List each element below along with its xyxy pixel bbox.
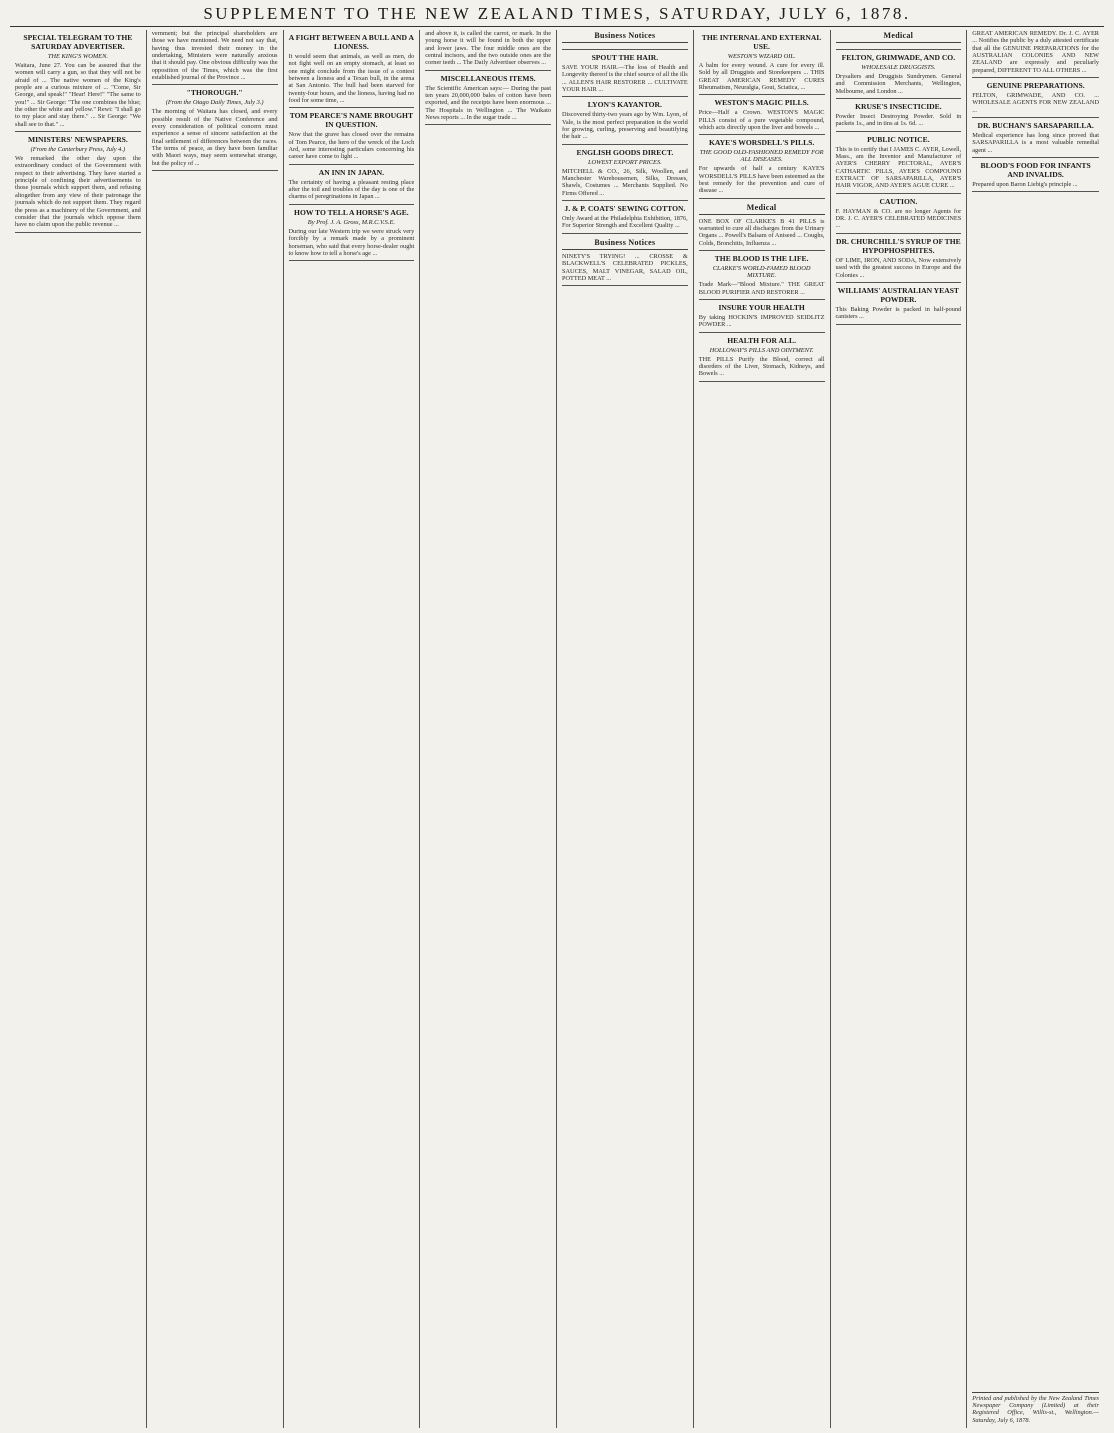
column-2 — [147, 30, 284, 1428]
article-heading: Business Notices — [562, 237, 688, 250]
article-heading: Medical — [699, 202, 825, 215]
article-heading: HEALTH FOR ALL. — [727, 335, 796, 345]
article-body: Discovered thirty-two years ago by Wm. Lyon, of Vale, is the most perfect preparation in the world for growing, curling, preserving and beautifying the hair ... — [562, 111, 688, 141]
article-subheading: By Prof. J. A. Gross, M.R.C.V.S.E. — [307, 218, 395, 226]
article — [699, 33, 825, 95]
header-rule — [10, 26, 1104, 27]
article-heading: ENGLISH GOODS DIRECT. — [576, 147, 674, 157]
article-body: MITCHELL & CO., 26, Silk, Woollen, and Manchester Warehousemen, Silks, Dresses, Shawls, Costumes ... Merchants Supplied. No Firms Offered ... — [562, 167, 688, 197]
article-heading: AN INN IN JAPAN. — [318, 167, 384, 177]
article-heading: MINISTERS' NEWSPAPERS. — [27, 135, 128, 145]
article-heading: A FIGHT BETWEEN A BULL AND A LIONESS. — [288, 33, 414, 51]
article-body: FELTON, GRIMWADE, AND CO. ... WHOLESALE AGENTS FOR NEW ZEALAND ... — [972, 92, 1099, 114]
article-subheading: THE GOOD OLD-FASHIONED REMEDY FOR ALL DISEASES. — [699, 149, 824, 164]
article-heading: FELTON, GRIMWADE, AND CO. — [841, 53, 956, 62]
article — [699, 202, 825, 251]
article-heading: WESTON'S MAGIC PILLS. — [714, 98, 809, 108]
article-body: Waitara, June 27. You can be assured that the women will carry a gun, so that they will not be afraid of ... The native women of the King's people are a curious mixture of ... "Come, Sir George, and speak!" "Hear! Here!" "The same to you!" ... Sir George: "The one combines the blue; the other the white and yellow." Rewi: "I shall go to my place and stay there." ... Sir George: "We shall see to that." ... — [15, 62, 141, 128]
article — [562, 237, 688, 286]
article — [699, 254, 825, 300]
article-body: For upwards of half a century KAYE'S WORSDELL'S PILLS have been esteemed as the best remedy for the prevention and cure of disease ... — [698, 165, 825, 195]
article-body: This is to certify that I JAMES C. AYER, Lowell, Mass., am the Inventor and Manufacturer of AYER'S CHERRY PECTORAL, AYER'S CATHARTIC PILLS, AYER'S COMPOUND EXTRACT OF SARSAPARILLA, AYER'S HAIR VIGOR, AND AYER'S AGUE CURE ... — [835, 145, 962, 190]
article-body: Only Award at the Philadelphia Exhibition, 1876, For Superior Strength and Excellent Quality ... — [562, 215, 688, 230]
column-6 — [694, 30, 831, 1428]
article-body: The morning of Waitara has closed, and every possible result of the Native Conference and every consideration of political concern must experience a sense of sincere satisfaction at the final settlement of differences between the races. The terms of peace, as they have been familiar with Maori ways, may seem somewhat strange, but the policy of ... — [151, 108, 278, 167]
article — [972, 81, 1099, 118]
article-body: and above it, is called the carrot, or mark. In the young horse it will be found in both the upper and lower jaws. The four middle ones are the central incisors, and the two outside ones are the corner teeth ... The Daily Advertiser observes ... — [425, 30, 551, 67]
column-4 — [420, 30, 557, 1428]
article-heading: TOM PEARCE'S NAME BROUGHT IN QUESTION. — [289, 111, 414, 130]
article-heading: DR. BUCHAN'S SARSAPARILLA. — [977, 121, 1094, 131]
article-body: By taking HOCKIN'S IMPROVED SEIDLITZ POWDER ... — [698, 313, 825, 329]
article-subheading: (From the Canterbury Press, July 4.) — [30, 146, 126, 154]
article-heading: J. & P. COATS' SEWING COTTON. — [564, 204, 686, 214]
article — [836, 102, 962, 132]
article — [836, 286, 962, 325]
article — [972, 121, 1099, 158]
article-heading: Business Notices — [562, 30, 688, 43]
article — [425, 74, 551, 126]
article — [425, 30, 551, 71]
article-heading: SPOUT THE HAIR. — [591, 53, 659, 62]
column-3 — [284, 30, 421, 1428]
article-body: Trade Mark—"Blood Mixture." THE GREAT BLOOD PURIFIER AND RESTORER ... — [698, 281, 825, 296]
article — [289, 33, 415, 108]
article-body: ONE BOX OF CLARKE'S B 41 PILLS is warranted to cure all discharges from the Urinary Organs ... Powell's Balsam of Aniseed ... Coughs, Colds, Bronchitis, Influenza ... — [698, 217, 825, 247]
article-body: vernment; but the principal shareholders are those we have mentioned. We need not say that, having thus invested their money in the undertaking, Ministers were naturally anxious that it should pay. One obvious difficulty was the opposition of the Times, which was the first established journal of the Province ... — [151, 30, 278, 82]
article-heading: MISCELLANEOUS ITEMS. — [440, 73, 536, 83]
article — [562, 53, 688, 97]
article — [15, 33, 141, 132]
article-body: We remarked the other day upon the extraordinary conduct of the Government with respect to their advertising. They have started a principle of confining their advertisements to those journals which support them, and refusing altogether from any view of their patronage the journals which do not support them. They regard the press as a machinery of the Government, and consider that the journals which oppose them have no claim upon the public revenue ... — [15, 155, 141, 229]
column-8 — [967, 30, 1104, 1428]
article-body: A balm for every wound. A cure for every ill. Sold by all Druggists and Storekeepers ... THIS GREAT AMERICAN REMEDY CURES Rheumatism, Neuralgia, Gout, Sciatica, ... — [698, 62, 825, 92]
article-heading: GENUINE PREPARATIONS. — [986, 81, 1085, 91]
article — [836, 135, 962, 194]
article — [152, 88, 278, 171]
page-header: SUPPLEMENT TO THE NEW ZEALAND TIMES, SATURDAY, JULY 6, 1878. — [203, 4, 911, 23]
article-body: During our late Western trip we were struck very forcibly by a remark made by a prominent horseman, who said that every horse-dealer ought to know how to tell a horse's age ... — [288, 227, 415, 257]
article — [836, 197, 962, 234]
article — [562, 100, 688, 144]
article-body: OF LIME, IRON, AND SODA, Now extensively used with the greatest success in Europe and the Colonies ... — [835, 256, 962, 279]
article — [836, 237, 962, 283]
article-heading: LYON'S KAYANTOR. — [587, 100, 662, 110]
article-body: Medical experience has long since proved that SARSAPARILLA is a most valuable remedial agent ... — [972, 132, 1099, 154]
article-body: THE PILLS Purify the Blood, correct all disorders of the Liver, Stomach, Kidneys, and Bowels ... — [698, 355, 825, 378]
article — [562, 148, 688, 201]
article — [699, 138, 825, 198]
article-subheading: THE KING'S WOMEN. — [47, 53, 108, 60]
column-1 — [10, 30, 147, 1428]
article-heading: "THOROUGH." — [186, 88, 243, 98]
article-subheading: WESTON'S WIZARD OIL. — [727, 53, 796, 60]
article-heading: THE BLOOD IS THE LIFE. — [714, 254, 809, 264]
article — [972, 30, 1099, 78]
article-body: SAVE YOUR HAIR.—The loss of Health and Longevity thereof is the chief source of all the ills ... ALLEN'S HAIR RESTORER ... CULTIVATE YOUR HAIR ... — [562, 64, 688, 94]
article-heading: DR. CHURCHILL'S SYRUP OF THE HYPOPHOSPHITES. — [836, 236, 961, 255]
article-heading: KAYE'S WORSDELL'S PILLS. — [708, 138, 815, 148]
article — [289, 168, 415, 205]
article-body: Price—Half a Crown. WESTON'S MAGIC PILLS consist of a pure vegetable compound, which acts directly upon the liver and bowels ... — [698, 109, 825, 132]
article-subheading: HOLLOWAY'S PILLS AND OINTMENT. — [709, 346, 814, 354]
article-subheading: LOWEST EXPORT PRICES. — [587, 158, 662, 166]
article — [699, 336, 825, 382]
article-heading: HOW TO TELL A HORSE'S AGE. — [294, 207, 409, 217]
article-body: F. HAYMAN & CO. are no longer Agents for DR. J. C. AYER'S CELEBRATED MEDICINES ... — [835, 207, 962, 230]
column-5 — [557, 30, 694, 1428]
article-heading: INSURE YOUR HEALTH — [718, 302, 805, 312]
article-body: Drysalters and Druggists Sundrymen. General and Commission Merchants, Wellington, Melbourne, and London ... — [835, 73, 962, 95]
article — [836, 30, 962, 50]
article-body: Prepared upon Baron Liebig's principle ... — [972, 181, 1078, 189]
article-body: The certainty of having a pleasant resting place after the toil and troubles of the day is one of the charms of peregrinations in Japan ... — [288, 178, 415, 201]
article — [289, 208, 415, 261]
article-body: It would seem that animals, as well as men, do not fight well on an empty stomach, at least so one might conclude from the issue of a contest between a lioness and a Texan bull, in the arena at San Antonio. The bull had been starved for twenty-four hours, and the lioness, having had no food for some time, ... — [288, 53, 415, 105]
article — [562, 30, 688, 50]
article-heading: Medical — [836, 30, 962, 43]
article — [972, 161, 1099, 192]
article — [289, 111, 415, 164]
article-body: GREAT AMERICAN REMEDY. Dr. J. C. AYER ... Notifies the public by a duly attested certificate that all the GENUINE PREPARATIONS for the AUSTRALIAN COLONIES AND NEW ZEALAND are expressly and peculiarly prepared, DIFFERENT TO ALL OTHERS ... — [972, 30, 1099, 74]
article — [699, 98, 825, 135]
article — [699, 303, 825, 333]
article-body: Now that the grave has closed over the remains of Tom Pearce, the hero of the wreck of the Loch Ard, some interesting particulars concerning his career have come to light ... — [288, 131, 415, 161]
article-heading: SPECIAL TELEGRAM TO THE SATURDAY ADVERTISER. — [23, 33, 133, 51]
article-heading: KRUSE'S INSECTICIDE. — [855, 102, 942, 112]
article-subheading: WHOLESALE DRUGGISTS. — [861, 64, 936, 71]
article-body: NINETY'S TRYING! ... CROSSE & BLACKWELL'S CELEBRATED PICKLES, SAUCES, MALT VINEGAR, SALAD OIL, POTTED MEAT ... — [562, 252, 688, 282]
article-heading: WILLIAMS' AUSTRALIAN YEAST POWDER. — [837, 285, 959, 304]
article-heading: BLOOD'S FOOD FOR INFANTS AND INVALIDS. — [980, 161, 1091, 180]
article — [562, 204, 688, 234]
article-subheading: (From the Otago Daily Times, July 3.) — [165, 99, 264, 107]
article-body: Powder Insect Destroying Powder. Sold in packets 1s., and in tins at 1s. 6d. ... — [835, 113, 962, 128]
article — [836, 53, 962, 99]
newspaper-columns — [10, 30, 1104, 1428]
footer-imprint: Printed and published by the New Zealand Times Newspaper Company (Limited) at their Registered Office, Willis-st., Wellington.—Saturday, July 6, 1878. — [972, 1392, 1099, 1424]
article — [15, 135, 141, 232]
article-body: This Baking Powder is packed in half-pound canisters ... — [835, 305, 962, 321]
column-7 — [831, 30, 968, 1428]
article — [152, 30, 278, 85]
article-heading: PUBLIC NOTICE. — [867, 134, 930, 144]
article-heading: CAUTION. — [879, 196, 918, 206]
article-heading: THE INTERNAL AND EXTERNAL USE. — [701, 33, 822, 51]
article-subheading: CLARKE'S WORLD-FAMED BLOOD MIXTURE. — [712, 265, 811, 280]
article-body: The Scientific American says:— During the past ten years 20,000,000 bales of cotton have been exported, and the receipts have been enormous ... The Hospitals in Wellington ... The Waikato News reports ... In the sugar trade ... — [425, 84, 551, 122]
